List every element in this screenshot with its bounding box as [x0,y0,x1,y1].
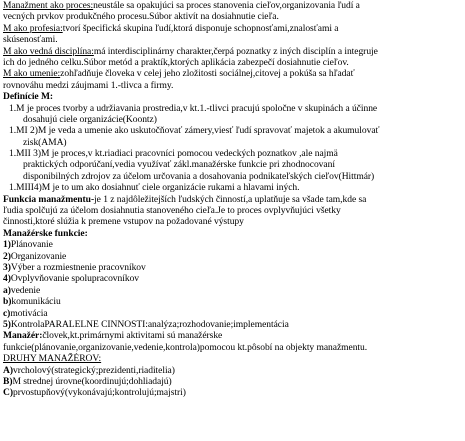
list-text: vedenie [10,284,41,296]
list-text: komunikáciu [11,296,61,308]
section-heading: Manažérske funkcie: [3,227,88,239]
list-text: Výber a rozmiestnenie pracovníkov [10,261,146,273]
list-item [3,376,461,387]
paragraph-management-as-art [3,68,461,79]
definition-text: neustále sa opakujúci sa proces stanovenia cieľov,organizovania ľudí a [93,0,360,11]
paragraph-management-as-process [3,0,461,11]
text-line: činnosti,ktoré slúžia k premene vstupov na požadované výstupy [3,216,244,228]
list-text: motivácia [10,307,48,319]
definition-text: má interdisciplinárny charakter,čerpá poznatky z iných disciplín a integruje [93,45,378,57]
text-line: funkcie(plánovanie,organizovanie,vedenie,kontrola)pomocou kt.pôsobí na objekty manažmentu. [3,341,368,353]
definition-text: tvorí špecifická skupina ľudí,ktorá disponuje schopnosťami,znalosťami a [62,22,339,34]
definition-item-cont: disponibilných zdrojov za účelom určovania a dosahovania podnikateľských cieľov(Hittmár) [23,170,375,182]
document-page [3,0,461,399]
section-heading: Definície M: [3,91,54,103]
term-label: M ako vedná disciplína: [3,45,94,57]
list-item [3,262,461,273]
list-item [3,319,461,330]
list-marker: b) [3,296,12,308]
paragraph-management-function [3,194,461,205]
list-item [3,365,461,376]
paragraph-manager [3,330,461,341]
definition-item-cont: praktických odporúčaní,vedia využívať zákl.manažérske funkcie pri zhodnocovaní [23,159,335,171]
list-text: Organizovanie [10,250,67,262]
list-text: Plánovanie [10,239,53,251]
list-text: Ovplyvňovanie spolupracovníkov [10,273,140,285]
list-marker: C) [3,387,13,399]
text-line: rovnováhu medzi záujmami 1.-tlivca a firmy. [3,79,174,91]
definition-text: človek,kt.primárnymi aktivitami sú manažérske [42,330,223,342]
paragraph-management-as-profession [3,23,461,34]
list-marker: 1) [3,239,11,251]
list-item [3,308,461,319]
list-marker: a) [3,284,11,296]
list-marker: 5) [3,318,11,330]
list-text: KontrolaPARALELNE CINNOSTI:analýza;rozhodovanie;implementácia [10,318,289,330]
list-marker: 2) [3,250,11,262]
list-marker: c) [3,307,11,319]
term-label: Funkcia manažmentu- [3,193,95,205]
definition-item-cont: zisk(AMA) [23,136,67,148]
paragraph-management-as-science [3,46,461,57]
list-marker: 4) [3,273,11,285]
list-item [3,239,461,250]
term-label: Manažment ako proces: [3,0,94,11]
definition-text: je 1 z najdôležitejších ľudských činností,a uplatňuje sa všade tam,kde sa [94,193,367,205]
text-line: ľudia spolčujú za účelom dosiahnutia stanoveného cieľa.Je to proces ovplyvňujúci všetky [3,205,341,217]
definition-item: 1.MIII4)M je to um ako dosiahnuť ciele organizácie rukami a hlavami iných. [9,182,300,194]
definition-text: zohľadňuje človeka v celej jeho zložitosti sociálnej,citovej a pokúša sa hľadať [60,68,355,80]
definition-item: 1.MI 2)M je veda a umenie ako uskutočňovať zámery,viesť ľudí spravovať majetok a akumulovať [9,125,380,137]
definition-item: 1.MII 3)M je proces,v kt.riadiaci pracovníci pomocou vedeckých poznatkov ,ale najmä [9,148,338,160]
list-marker: 3) [3,261,11,273]
list-marker: A) [3,364,13,376]
list-item [3,285,461,296]
text-line: ich do jedného celku.Súbor metód a praktík,ktorých aplikácia zabezpečí dosiahnutie cieľov. [3,56,349,68]
list-item [3,251,461,262]
definition-item: 1.M je proces tvorby a udržiavania prostredia,v kt.1.-tlivci pracujú spoločne v skupinách a účinne [9,102,378,114]
list-text: prvostupňový(vykonávajú;kontrolujú;majstri) [12,387,186,399]
term-label: M ako umenie: [3,68,61,80]
list-item [3,273,461,284]
list-item [3,387,461,398]
definition-item-cont: dosahujú ciele organizácie(Koontz) [23,113,157,125]
text-line: skúsenosťami. [3,34,58,46]
list-text: vrcholový(strategický;prezidenti,riaditelia) [12,364,175,376]
term-label: Manažér: [3,330,43,342]
list-item [3,296,461,307]
list-marker: B) [3,375,13,387]
section-heading: DRUHY MANAŽÉROV: [3,353,102,365]
text-line: vecných prvkov produkčného procesu.Súbor aktivít na dosiahnutie cieľa. [3,11,279,23]
list-text: M strednej úrovne(koordinujú;dohliadajú) [12,375,172,387]
term-label: M ako profesia: [3,22,63,34]
